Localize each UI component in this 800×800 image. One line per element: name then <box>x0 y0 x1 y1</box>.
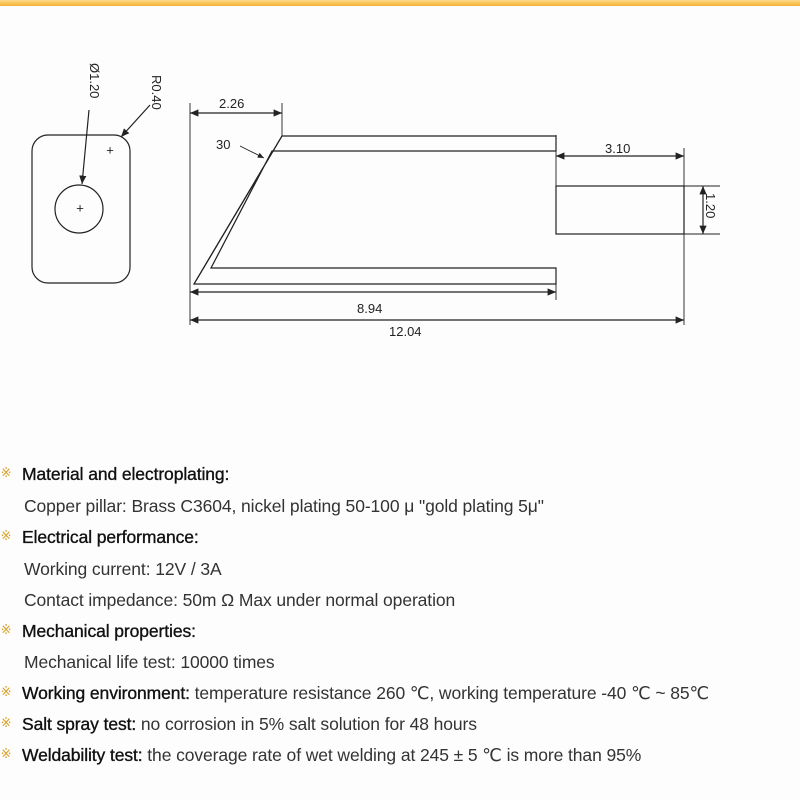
spec-mixed-line <box>22 713 477 735</box>
radius-label: R0.40 <box>149 75 164 110</box>
bullet-icon: ※ <box>0 622 12 637</box>
side-view-body <box>194 136 556 284</box>
bullet-icon: ※ <box>0 528 12 543</box>
bullet-icon: ※ <box>0 746 12 761</box>
spec-heading-text: Weldability test: <box>22 745 143 765</box>
angle-label: 30 <box>216 137 231 152</box>
pin-height-label: 1.20 <box>703 193 718 219</box>
center-mark: + <box>76 200 84 216</box>
spec-detail-text: the coverage rate of wet welding at 245 ± 5 ℃ is more than 95% <box>147 745 642 765</box>
spec-heading-text: Material and electroplating: <box>22 464 230 484</box>
angle-leader <box>240 146 264 158</box>
diameter-label: Ø1.20 <box>87 63 102 99</box>
spec-detail-text: no corrosion in 5% salt solution for 48 hours <box>140 714 477 734</box>
spec-detail-text: Contact impedance: 50m Ω Max under normal operation <box>24 590 456 610</box>
diameter-leader <box>82 110 89 184</box>
radius-leader <box>121 105 150 137</box>
spec-detail-text: temperature resistance 260 ℃, working temperature -40 ℃ ~ 85℃ <box>194 683 710 703</box>
bullet-icon: ※ <box>0 465 12 480</box>
spec-mixed-line <box>22 744 641 766</box>
top-length-label: 2.26 <box>219 96 245 111</box>
total-length-label: 12.04 <box>389 324 422 339</box>
spec-heading-text: Working environment: <box>22 683 190 703</box>
spec-heading-text: Electrical performance: <box>22 527 199 547</box>
spec-heading-text: Salt spray test: <box>22 714 137 734</box>
pin-length-label: 3.10 <box>605 141 631 156</box>
bullet-icon: ※ <box>0 684 12 699</box>
corner-mark: + <box>106 142 114 158</box>
side-view-pin <box>556 186 684 234</box>
spec-detail-text: Copper pillar: Brass C3604, nickel plating 50-100 μ "gold plating 5μ" <box>24 496 544 516</box>
bullet-icon: ※ <box>0 715 12 730</box>
spec-mixed-line <box>22 682 709 704</box>
spec-heading-text: Mechanical properties: <box>22 621 196 641</box>
spec-detail-text: Mechanical life test: 10000 times <box>24 652 275 672</box>
spec-detail-text: Working current: 12V / 3A <box>24 559 222 579</box>
body-length-label: 8.94 <box>357 301 383 316</box>
